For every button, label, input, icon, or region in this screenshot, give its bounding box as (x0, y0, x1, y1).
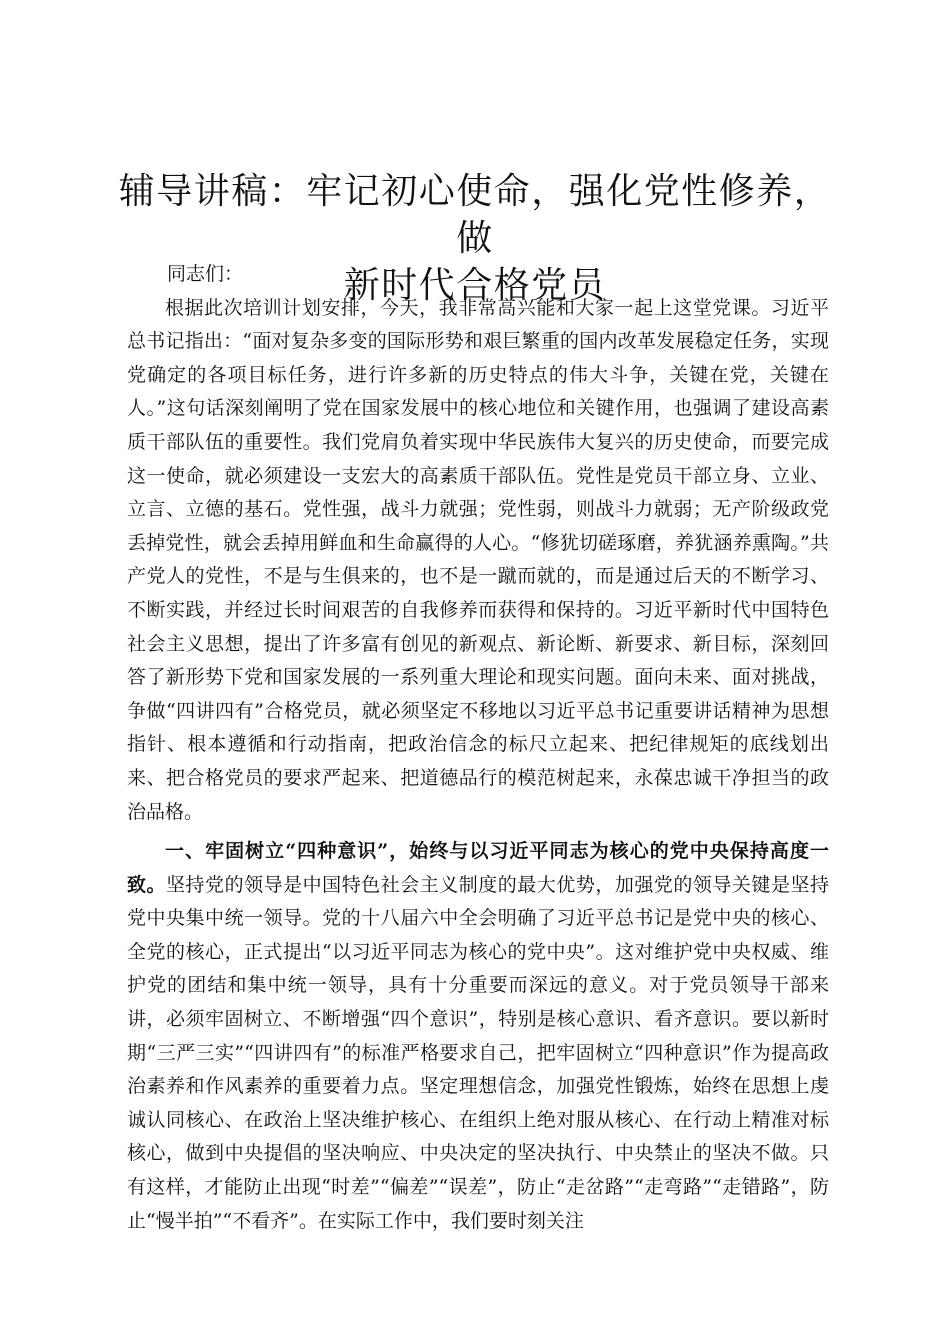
salutation: 同志们： (167, 263, 244, 285)
title-line-2: 新时代合格党员 (343, 265, 607, 306)
title-line-1: 辅导讲稿：牢记初心使命，强化党性修养，做 (118, 171, 832, 259)
section-1-paragraph (127, 835, 829, 1238)
document-body (127, 258, 829, 1244)
section-1-heading: 一、牢固树立“四种意识”，始终与以习近平同志为核心的党中央保持高度一致。 (127, 840, 829, 896)
intro-paragraph: 根据此次培训计划安排，今天，我非常高兴能和大家一起上这堂党课。习近平总书记指出：“面对复杂多变的国际形势和艰巨繁重的国内改革发展稳定任务，实现党确定的各项目标任务，进行许多新的历史特点的伟大斗争，关键在党，关键在人。”这句话深刻阐明了党在国家发展中的核心地位和关键作用，也强调了建设高素质干部队伍的重要性。我们党肩负着实现中华民族伟大复兴的历史使命，而要完成这一使命，就必须建设一支宏大的高素质干部队伍。党性是党员干部立身、立业、立言、立德的基石。党性强，战斗力就强；党性弱，则战斗力就弱；无产阶级政党丢掉党性，就会丢掉用鲜血和生命赢得的人心。“修犹切磋琢磨，养犹涵养熏陶。”共产党人的党性，不是与生俱来的，也不是一蹴而就的，而是通过后天的不断学习、不断实践，并经过长时间艰苦的自我修养而获得和保持的。习近平新时代中国特色社会主义思想，提出了许多富有创见的新观点、新论断、新要求、新目标，深刻回答了新形势下党和国家发展的一系列重大理论和现实问题。面向未来、面对挑战，争做“四讲四有”合格党员，就必须坚定不移地以习近平总书记重要讲话精神为思想指针、根本遵循和行动指南，把政治信念的标尺立起来、把纪律规矩的底线划出来、把合格党员的要求严起来、把道德品行的模范树起来，永葆忠诚干净担当的政治品格。 (127, 296, 829, 823)
section-1-body: 坚持党的领导是中国特色社会主义制度的最大优势，加强党的领导关键是坚持党中央集中统一领导。党的十八届六中全会明确了习近平总书记是党中央的核心、全党的核心，正式提出“以习近平同志为核心的党中央”。这对维护党中央权威、维护党的团结和集中统一领导，具有十分重要而深远的意义。对于党员领导干部来讲，必须牢固树立、不断增强“四个意识”，特别是核心意识、看齐意识。要以新时期“三严三实”“四讲四有”的标准严格要求自己，把牢固树立“四种意识”作为提高政治素养和作风素养的重要着力点。坚定理想信念，加强党性锻炼，始终在思想上虔诚认同核心、在政治上坚决维护核心、在组织上绝对服从核心、在行动上精准对标核心，做到中央提倡的坚决响应、中央决定的坚决执行、中央禁止的坚决不做。只有这样，才能防止出现“时差”“偏差”“误差”，防止“走岔路”“走弯路”“走错路”，防止“慢半拍”“不看齐”。在实际工作中，我们要时刻关注 (127, 873, 829, 1232)
